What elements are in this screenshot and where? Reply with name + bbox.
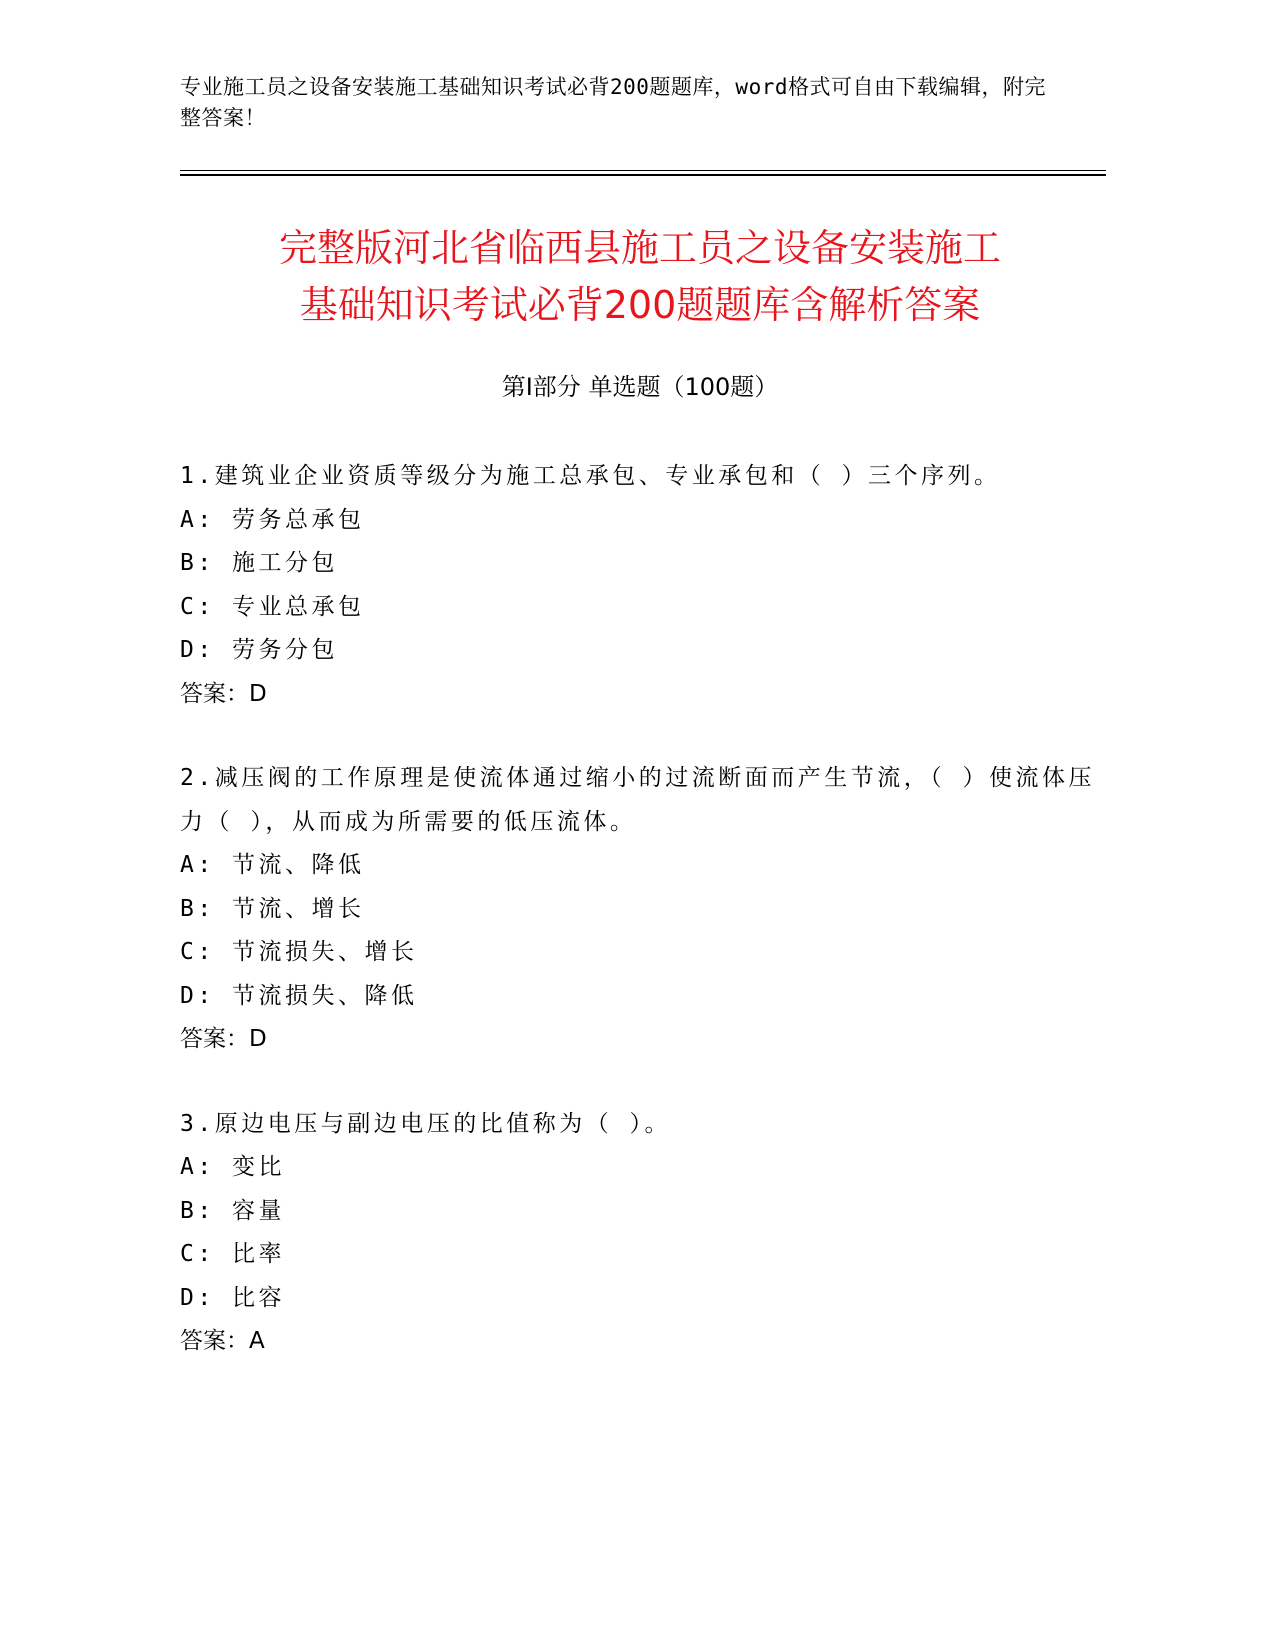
option-d: D: 劳务分包 <box>180 637 339 663</box>
question-3 <box>180 1103 1100 1364</box>
answer: 答案：D <box>180 680 267 707</box>
option-b: B: 容量 <box>180 1197 286 1224</box>
question-2 <box>180 757 1100 1062</box>
header-divider-thick <box>180 174 1106 176</box>
question-stem: 2.减压阀的工作原理是使流体通过缩小的过流断面而产生节流，（ ）使流体压力（ ），从而成为所需要的低压流体。 <box>180 765 1096 835</box>
option-c: C: 专业总承包 <box>180 593 365 620</box>
document-title-line-2: 基础知识考试必背200题题库含解析答案 <box>299 283 981 327</box>
header-divider-thin <box>180 170 1106 171</box>
option-a: A: 节流、降低 <box>180 852 365 878</box>
option-c: C: 节流损失、增长 <box>180 939 418 965</box>
document-title-line-1: 完整版河北省临西县施工员之设备安装施工 <box>278 226 1001 270</box>
header-note: 专业施工员之设备安装施工基础知识考试必背200题题库，word格式可自由下载编辑，附完整答案！ <box>180 75 1046 130</box>
question-list <box>180 455 1100 1405</box>
option-d: D: 节流损失、降低 <box>180 982 418 1009</box>
document-title <box>140 220 1140 334</box>
question-1 <box>180 455 1100 716</box>
option-d: D: 比容 <box>180 1284 286 1311</box>
answer: 答案：D <box>180 1026 267 1052</box>
question-stem: 1.建筑业企业资质等级分为施工总承包、专业承包和（ ）三个序列。 <box>180 463 1001 489</box>
section-title: 第Ⅰ部分 单选题（100题） <box>501 373 779 401</box>
option-c: C: 比率 <box>180 1241 286 1267</box>
answer: 答案：A <box>180 1328 265 1354</box>
option-b: B: 施工分包 <box>180 550 339 576</box>
option-a: A: 变比 <box>180 1154 286 1180</box>
option-a: A: 劳务总承包 <box>180 506 365 533</box>
option-b: B: 节流、增长 <box>180 895 365 922</box>
question-stem: 3.原边电压与副边电压的比值称为（ ）。 <box>180 1110 672 1137</box>
